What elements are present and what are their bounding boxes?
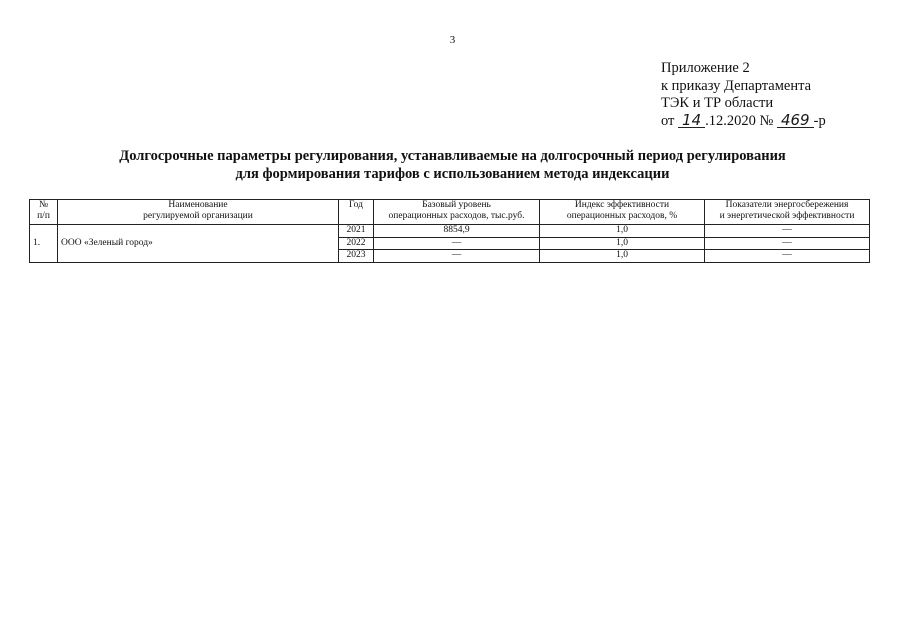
appendix-block bbox=[661, 60, 826, 130]
page-number: 3 bbox=[449, 34, 456, 46]
header-year: Год bbox=[339, 200, 374, 225]
cell-base-level: — bbox=[374, 237, 540, 250]
date-prefix: от bbox=[661, 112, 675, 129]
title-line-1: Долгосрочные параметры регулирования, устанавливаемые на долгосрочный период регулирования bbox=[119, 148, 786, 164]
cell-efficiency-index: 1,0 bbox=[540, 237, 705, 250]
cell-energy-indicator: — bbox=[705, 225, 870, 238]
header-organization: Наименование регулируемой организации bbox=[58, 200, 339, 225]
appendix-line-1: Приложение 2 bbox=[661, 60, 750, 76]
cell-base-level: — bbox=[374, 250, 540, 263]
appendix-line-3: ТЭК и ТР области bbox=[661, 95, 774, 111]
header-energy-indicators: Показатели энергосбережения и энергетической эффективности bbox=[705, 200, 870, 225]
handwritten-day: 14 bbox=[678, 113, 705, 128]
cell-efficiency-index: 1,0 bbox=[540, 250, 705, 263]
header-num: № п/п bbox=[30, 200, 58, 225]
organization-name: ООО «Зеленый город» bbox=[58, 225, 339, 263]
document-title bbox=[0, 147, 905, 183]
cell-base-level: 8854,9 bbox=[374, 225, 540, 238]
handwritten-order-number: 469 bbox=[777, 113, 814, 128]
cell-year: 2021 bbox=[339, 225, 374, 238]
table-row bbox=[30, 225, 870, 238]
title-line-2: для формирования тарифов с использованием метода индексации bbox=[235, 166, 670, 182]
header-efficiency-index: Индекс эффективности операционных расходов, % bbox=[540, 200, 705, 225]
cell-year: 2022 bbox=[339, 237, 374, 250]
appendix-date-line bbox=[661, 110, 826, 131]
cell-energy-indicator: — bbox=[705, 250, 870, 263]
table-header-row bbox=[30, 200, 870, 225]
order-suffix: -р bbox=[813, 112, 826, 129]
cell-efficiency-index: 1,0 bbox=[540, 225, 705, 238]
cell-energy-indicator: — bbox=[705, 237, 870, 250]
row-number: 1. bbox=[30, 225, 58, 263]
date-rest: .12.2020 № bbox=[705, 112, 774, 129]
appendix-line-2: к приказу Департамента bbox=[661, 77, 812, 94]
header-base-level: Базовый уровень операционных расходов, тыс.руб. bbox=[374, 200, 540, 225]
parameters-table bbox=[29, 199, 870, 263]
cell-year: 2023 bbox=[339, 250, 374, 263]
